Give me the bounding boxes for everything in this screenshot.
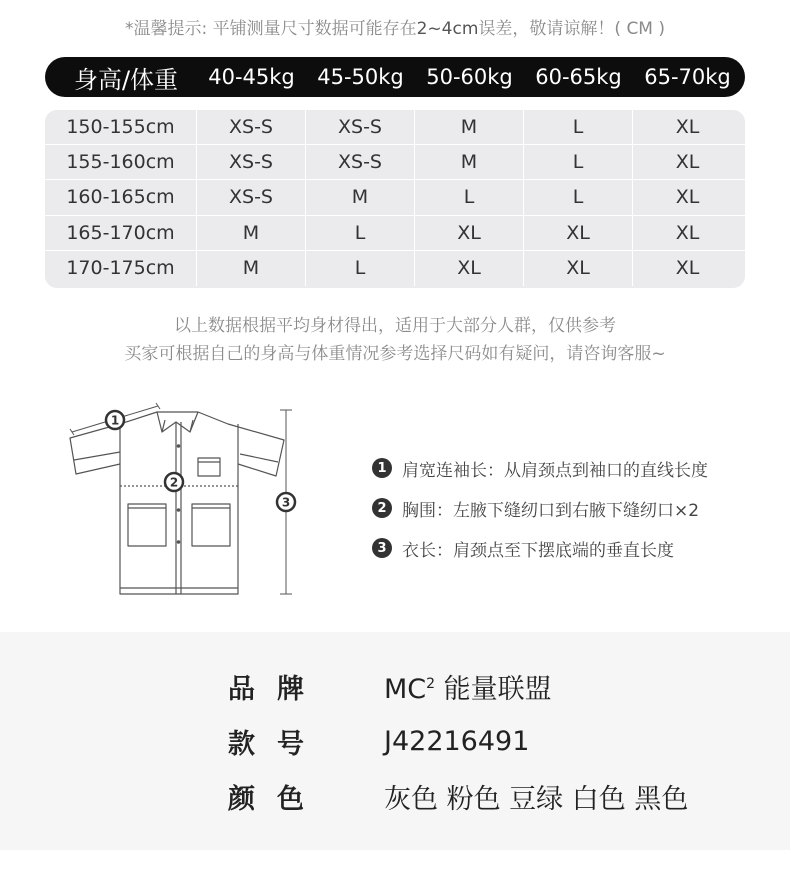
header-weight-col: 65-70kg [644, 65, 731, 89]
brand-value [384, 667, 552, 706]
height-cell: 165-170cm [45, 216, 197, 250]
table-row [45, 110, 745, 145]
size-cell: XS-S [197, 180, 306, 214]
size-cell: XL [675, 221, 700, 244]
size-cell: M [306, 180, 415, 214]
size-cell: XS-S [306, 145, 415, 179]
size-cell: XS-S [197, 145, 306, 179]
size-cell: L [306, 216, 415, 250]
note-prefix: *温馨提示: 平铺测量尺寸数据可能存在 [124, 19, 417, 39]
legend-item [372, 448, 772, 488]
number-badge-icon: 2 [372, 498, 392, 518]
svg-text:1: 1 [110, 413, 120, 428]
note-suffix: 误差，敬请谅解！( CM ) [478, 19, 666, 39]
table-row [45, 180, 745, 215]
legend-text: 胸围：左腋下缝纫口到右腋下缝纫口×2 [402, 500, 700, 521]
legend-text: 肩宽连袖长：从肩颈点到袖口的直线长度 [402, 460, 708, 481]
header-weight-col: 40-45kg [208, 65, 295, 89]
legend-text: 衣长：肩颈点至下摆底端的垂直长度 [402, 540, 674, 561]
table-row [45, 216, 745, 251]
number-badge-icon: 3 [372, 538, 392, 558]
legend-item [372, 488, 772, 528]
disclaimer-line: 以上数据根据平均身材得出，适用于大部分人群，仅供参考 [174, 316, 616, 336]
product-info-panel [0, 632, 790, 850]
size-cell: XL [524, 216, 633, 250]
size-cell: M [197, 251, 306, 286]
size-cell: XL [675, 257, 700, 280]
brand-name-rest: 能量联盟 [435, 673, 552, 705]
legend-item [372, 528, 772, 568]
disclaimer-line: 买家可根据自己的身高与体重情况参考选择尺码如有疑问，请咨询客服~ [124, 344, 666, 364]
brand-row [228, 664, 552, 708]
size-cell: L [524, 145, 633, 179]
height-cell: 155-160cm [45, 145, 197, 179]
size-table [45, 110, 745, 288]
number-badge-icon: 1 [372, 458, 392, 478]
header-weight-col: 50-60kg [426, 65, 513, 89]
size-cell: L [306, 251, 415, 286]
color-value: 灰色 粉色 豆绿 白色 黑色 [384, 783, 689, 815]
size-cell: L [415, 180, 524, 214]
height-cell: 160-165cm [45, 180, 197, 214]
size-cell: M [415, 145, 524, 179]
table-row [45, 251, 745, 286]
header-weight-col: 60-65kg [535, 65, 622, 89]
brand-name: MC [384, 673, 427, 705]
svg-text:3: 3 [281, 495, 291, 510]
model-label: 款号 [228, 728, 326, 760]
note-range: 2~4cm [416, 19, 479, 39]
size-cell: M [197, 216, 306, 250]
color-label: 颜色 [228, 783, 326, 815]
height-cell: 170-175cm [45, 251, 197, 286]
robe-measurement-diagram [62, 398, 312, 603]
height-cell: 150-155cm [45, 110, 197, 144]
size-cell: XL [675, 151, 700, 174]
marker-2 [165, 473, 183, 491]
size-table-header [45, 57, 745, 97]
size-cell: XL [524, 251, 633, 286]
size-cell: XS-S [306, 110, 415, 144]
size-cell: XS-S [197, 110, 306, 144]
size-cell: L [524, 110, 633, 144]
table-row [45, 145, 745, 180]
measurement-legend [372, 448, 772, 568]
size-cell: XL [415, 251, 524, 286]
marker-1 [106, 411, 124, 429]
measurement-note [0, 14, 790, 39]
size-cell: XL [675, 116, 700, 139]
size-cell: M [415, 110, 524, 144]
marker-3 [277, 493, 295, 511]
size-cell: L [524, 180, 633, 214]
model-value: J42216491 [384, 725, 530, 757]
header-corner-label: 身高/体重 [73, 65, 179, 94]
size-cell: XL [675, 186, 700, 209]
size-cell: XL [415, 216, 524, 250]
header-weight-col: 45-50kg [317, 65, 404, 89]
brand-label: 品牌 [228, 673, 326, 705]
model-row [228, 719, 529, 763]
disclaimer [0, 312, 790, 368]
brand-superscript: 2 [426, 675, 436, 692]
color-row [228, 774, 688, 818]
svg-text:2: 2 [169, 475, 179, 490]
